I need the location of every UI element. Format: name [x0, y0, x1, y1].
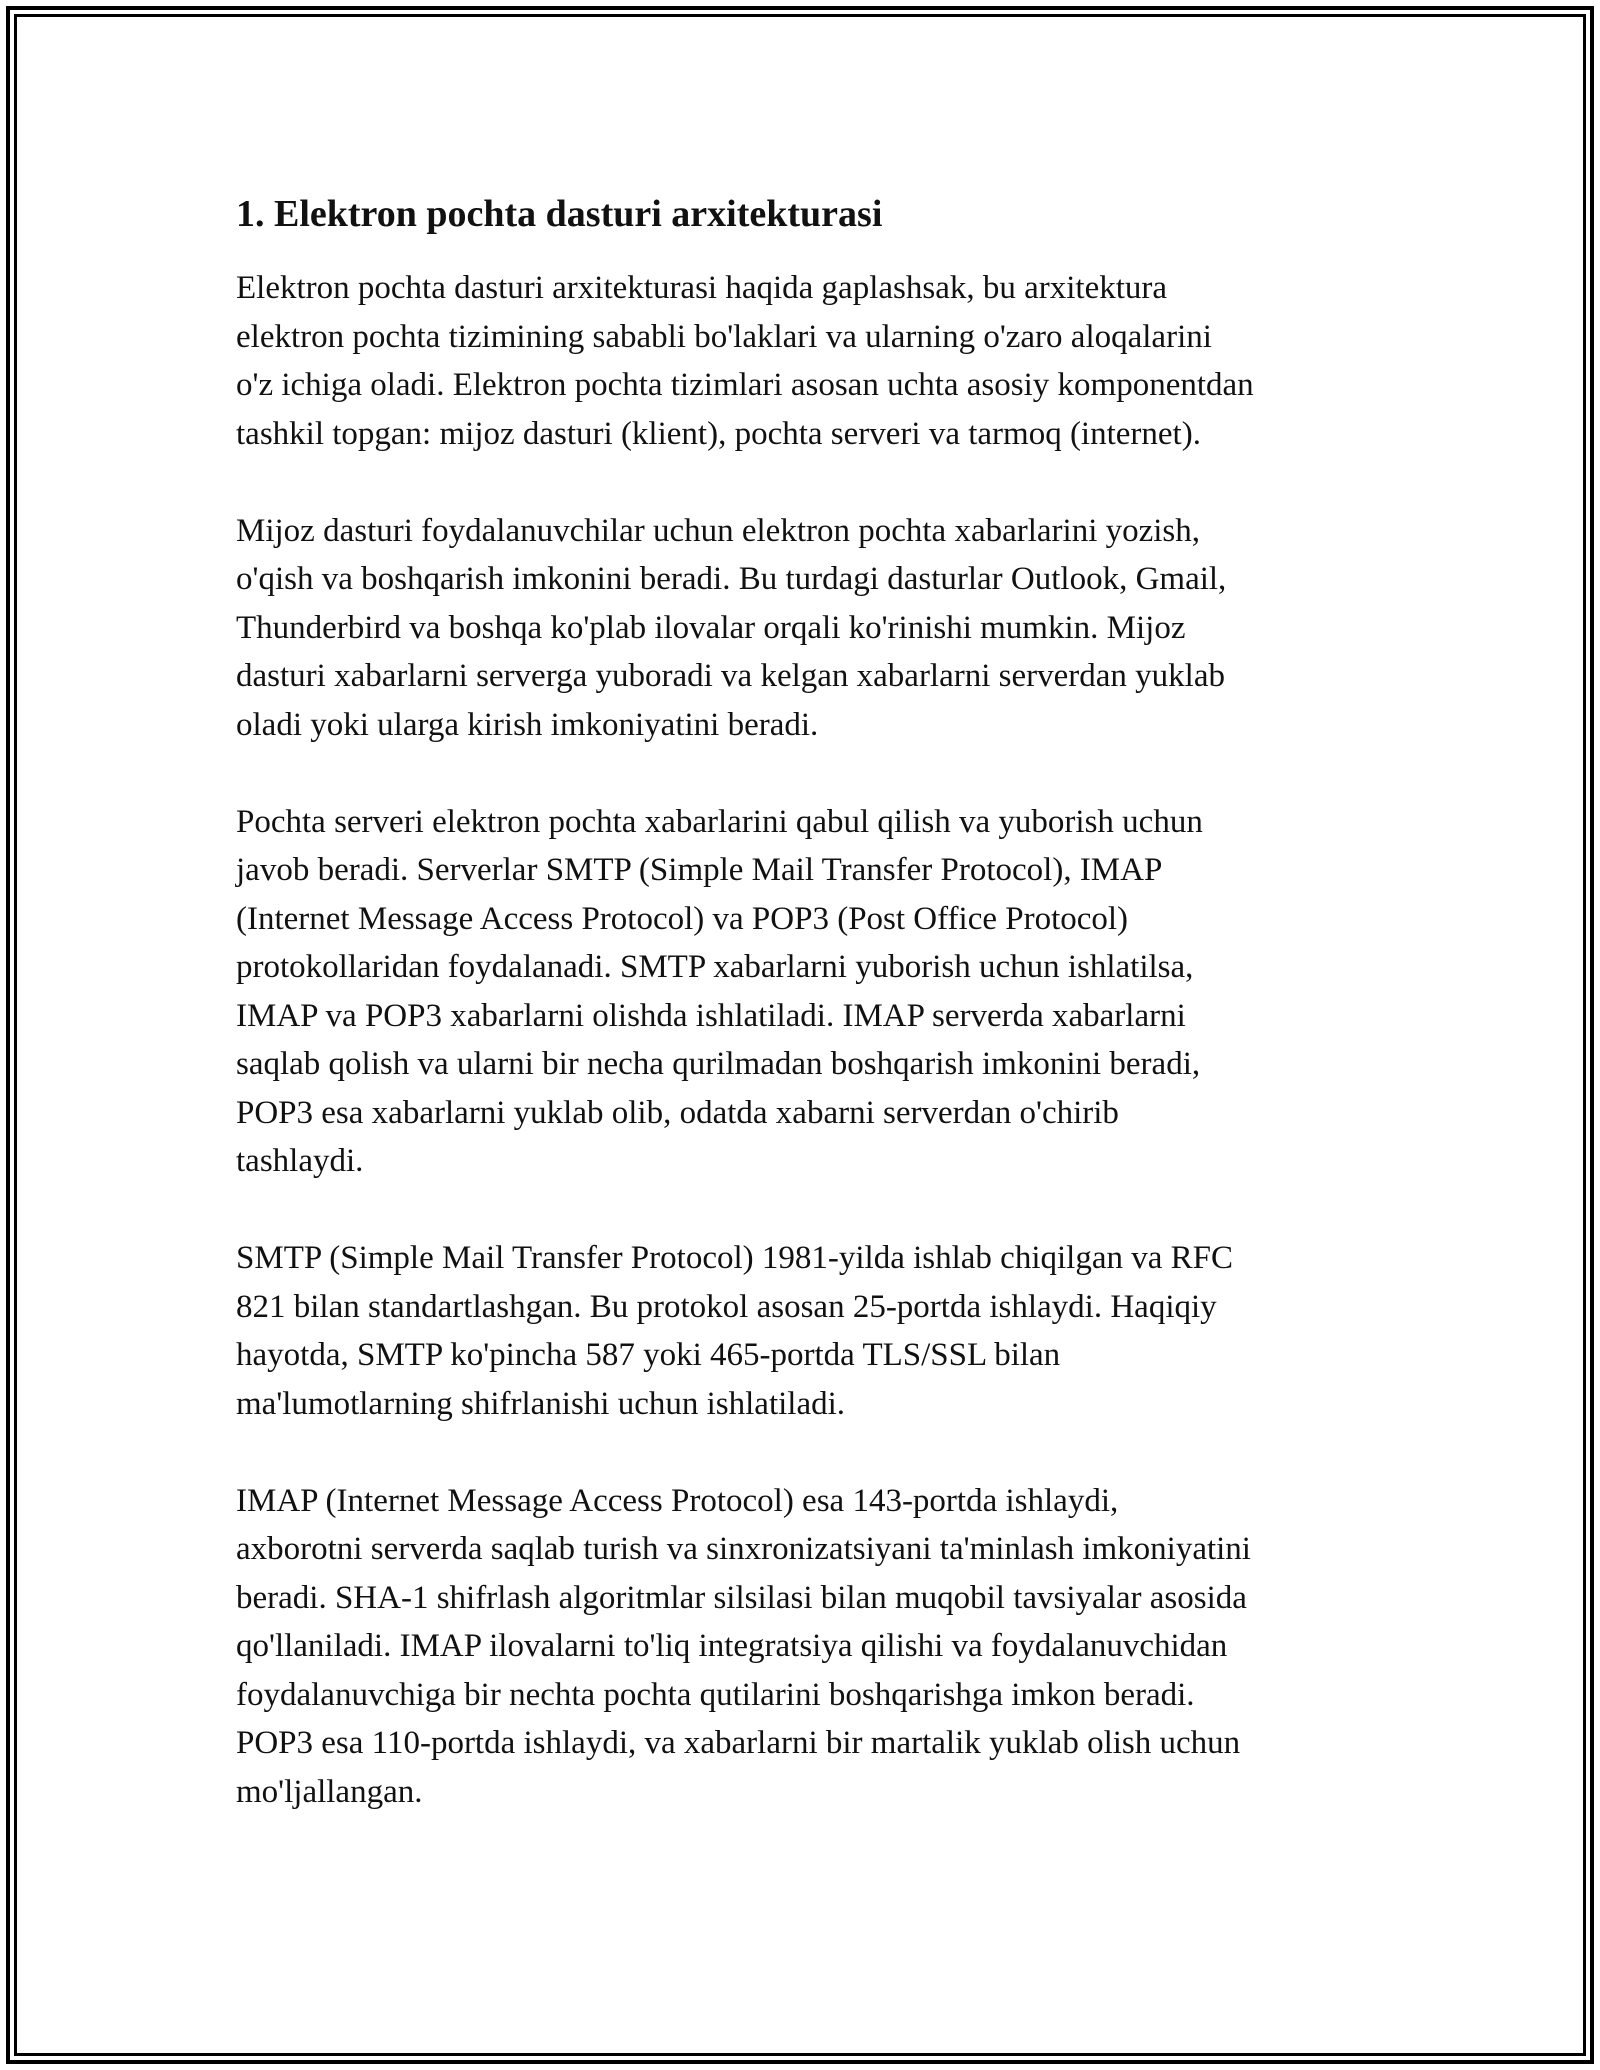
paragraph-line: beradi. SHA-1 shifrlash algoritmlar silsilasi bilan muqobil tavsiyalar asosida	[236, 1579, 1247, 1616]
document-body	[236, 186, 1396, 1816]
paragraph-line: Elektron pochta dasturi arxitekturasi haqida gaplashsak, bu arxitektura	[236, 270, 1168, 306]
paragraph-client-program	[236, 507, 1396, 750]
paragraph-line: tashlaydi.	[236, 1143, 364, 1179]
paragraph-line: Thunderbird va boshqa ko'plab ilovalar orqali ko'rinishi mumkin. Mijoz	[236, 609, 1186, 646]
paragraph-line: foydalanuvchiga bir nechta pochta qutilarini boshqarishga imkon beradi.	[236, 1676, 1195, 1713]
paragraph-line: Mijoz dasturi foydalanuvchilar uchun elektron pochta xabarlarini yozish,	[236, 512, 1201, 549]
paragraph-line: o'qish va boshqarish imkonini beradi. Bu turdagi dasturlar Outlook, Gmail,	[236, 561, 1227, 597]
paragraph-line: axborotni serverda saqlab turish va sinxronizatsiyani ta'minlash imkoniyatini	[236, 1531, 1251, 1567]
paragraph-line: POP3 esa 110-portda ishlaydi, va xabarlarni bir martalik yuklab olish uchun	[236, 1725, 1241, 1761]
paragraph-line: qo'llaniladi. IMAP ilovalarni to'liq integratsiya qilishi va foydalanuvchidan	[236, 1628, 1228, 1664]
paragraph-line: oladi yoki ularga kirish imkoniyatini beradi.	[236, 706, 819, 743]
paragraph-line: IMAP (Internet Message Access Protocol) esa 143-portda ishlaydi,	[236, 1482, 1119, 1519]
paragraph-line: dasturi xabarlarni serverga yuboradi va kelgan xabarlarni serverdan yuklab	[236, 658, 1225, 694]
paragraph-line: POP3 esa xabarlarni yuklab olib, odatda xabarni serverdan o'chirib	[236, 1094, 1119, 1131]
paragraph-architecture-intro	[236, 264, 1396, 458]
paragraph-line: o'z ichiga oladi. Elektron pochta tizimlari asosan uchta asosiy komponentdan	[236, 367, 1254, 403]
paragraph-line: javob beradi. Serverlar SMTP (Simple Mail Transfer Protocol), IMAP	[236, 852, 1163, 888]
paragraph-line: 821 bilan standartlashgan. Bu protokol asosan 25-portda ishlaydi. Haqiqiy	[236, 1288, 1217, 1325]
paragraph-line: (Internet Message Access Protocol) va POP3 (Post Office Protocol)	[236, 900, 1129, 937]
paragraph-mail-server	[236, 798, 1396, 1186]
paragraph-line: tashkil topgan: mijoz dasturi (klient), pochta serveri va tarmoq (internet).	[236, 415, 1201, 452]
paragraph-line: SMTP (Simple Mail Transfer Protocol) 1981-yilda ishlab chiqilgan va RFC	[236, 1240, 1233, 1276]
paragraph-line: ma'lumotlarning shifrlanishi uchun ishlatiladi.	[236, 1385, 846, 1422]
paragraph-line: hayotda, SMTP ko'pincha 587 yoki 465-portda TLS/SSL bilan	[236, 1337, 1061, 1373]
paragraph-line: elektron pochta tizimining sababli bo'laklari va ularning o'zaro aloqalarini	[236, 318, 1212, 355]
paragraph-line: saqlab qolish va ularni bir necha qurilmadan boshqarish imkonini beradi,	[236, 1046, 1201, 1082]
paragraph-imap-pop3	[236, 1477, 1396, 1817]
paragraph-line: Pochta serveri elektron pochta xabarlarini qabul qilish va yuborish uchun	[236, 803, 1203, 840]
paragraph-line: IMAP va POP3 xabarlarni olishda ishlatiladi. IMAP serverda xabarlarni	[236, 997, 1186, 1034]
paragraph-line: protokollaridan foydalanadi. SMTP xabarlarni yuborish uchun ishlatilsa,	[236, 949, 1194, 985]
section-heading: 1. Elektron pochta dasturi arxitekturasi	[236, 193, 883, 235]
paragraph-line: mo'ljallangan.	[236, 1773, 423, 1810]
paragraph-smtp	[236, 1234, 1396, 1428]
